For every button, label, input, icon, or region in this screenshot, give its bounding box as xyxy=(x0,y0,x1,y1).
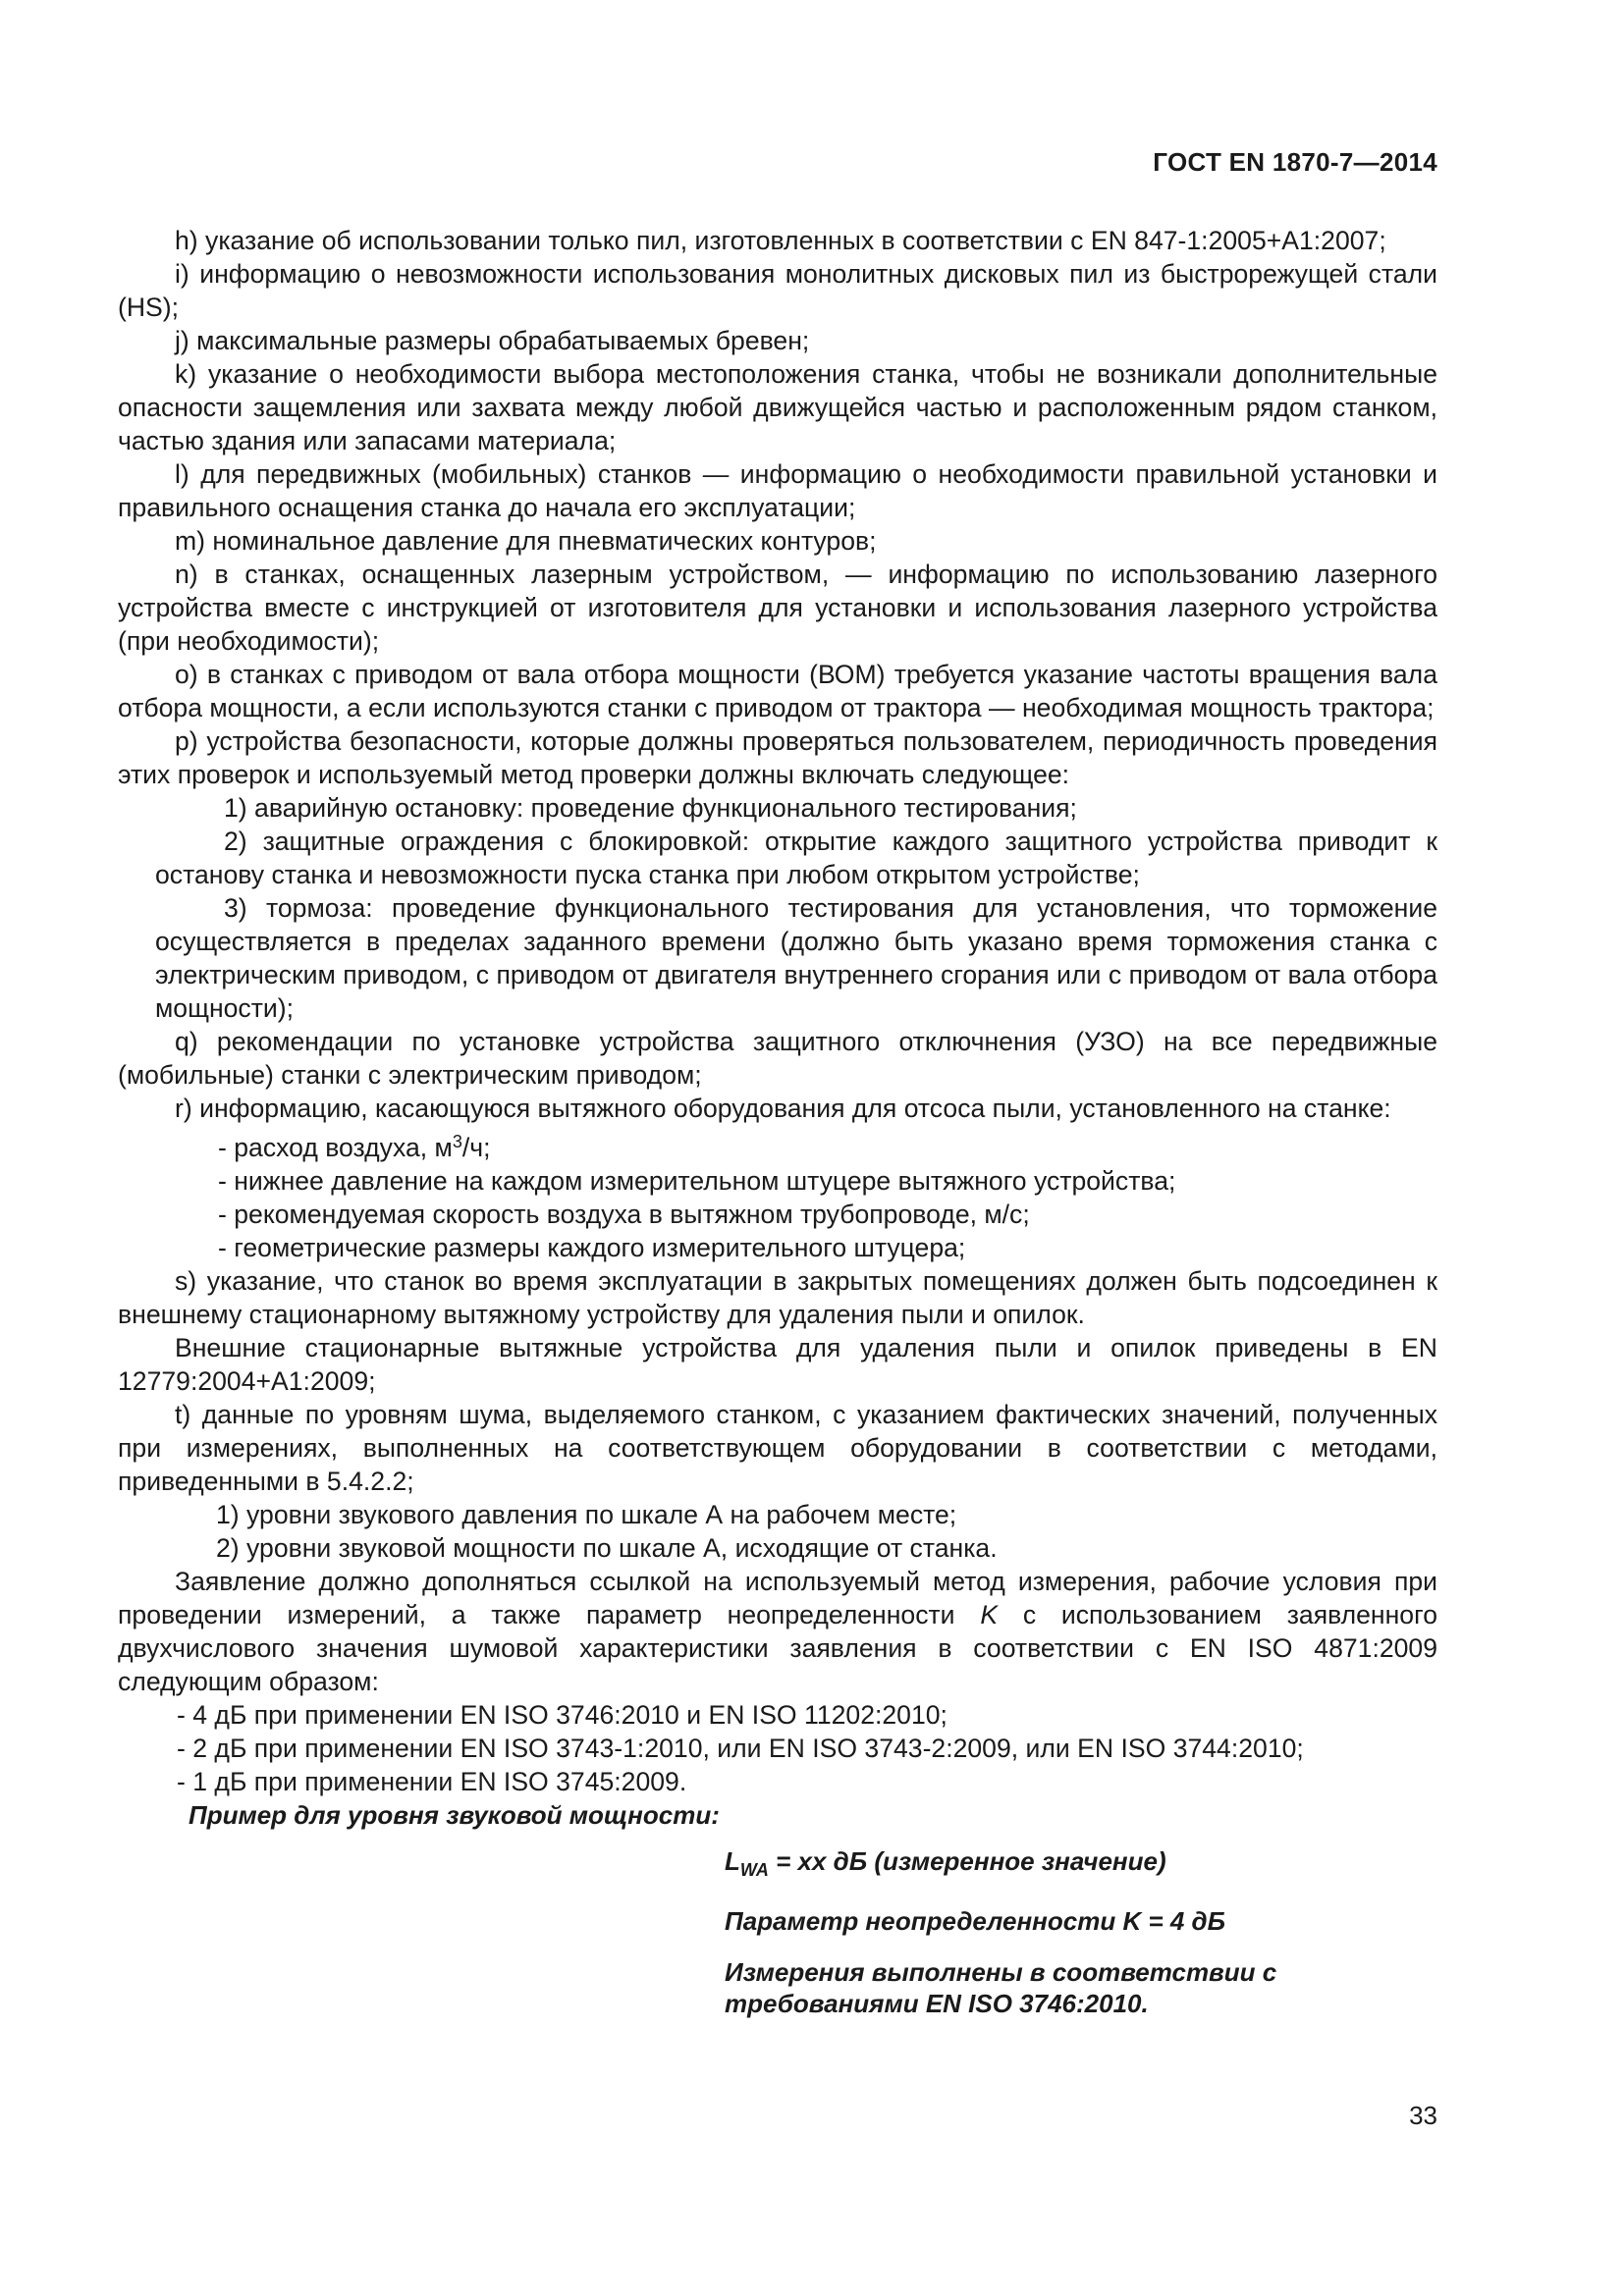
declaration-item-1: - 4 дБ при применении EN ISO 3746:2010 и EN ISO 11202:2010; xyxy=(177,1700,947,1730)
document-header: ГОСТ EN 1870-7—2014 xyxy=(1153,147,1437,177)
item-t: t) данные по уровням шума, выделяемого станком, с указанием фактических значений, полученных при измерениях, выполненных на соответствующем оборудовании в соответствии с методами, приведенными в 5.4.2.2; xyxy=(118,1400,1437,1496)
example-measured: Измерения выполнены в соответствии с требованиями EN ISO 3746:2010. xyxy=(725,1957,1277,2018)
item-s-note: Внешние стационарные вытяжные устройства для удаления пыли и опилок приведены в EN 12779:2004+А1:2009; xyxy=(118,1333,1437,1396)
item-r: r) информацию, касающуюся вытяжного оборудования для отсоса пыли, установленного на станке: xyxy=(175,1094,1391,1123)
document-body xyxy=(118,224,1437,2039)
item-h: h) указание об использовании только пил, изготовленных в соответствии с EN 847-1:2005+А1:2007; xyxy=(175,226,1386,255)
item-p-1: 1) аварийную остановку: проведение функционального тестирования; xyxy=(224,793,1077,823)
item-i: i) информацию о невозможности использования монолитных дисковых пил из быстрорежущей стали (HS); xyxy=(118,259,1437,322)
example-uncertainty: Параметр неопределенности K = 4 дБ xyxy=(725,1906,1226,1936)
item-q: q) рекомендации по установке устройства защитного отключнения (УЗО) на все передвижные (мобильные) станки с электрическим приводом; xyxy=(118,1027,1437,1090)
item-o: о) в станках с приводом от вала отбора мощности (ВОМ) требуется указание частоты вращения вала отбора мощности, а если используются станки с приводом от трактора — необходимая мощность трактора; xyxy=(118,660,1437,722)
item-r-3: - рекомендуемая скорость воздуха в вытяжном трубопроводе, м/с; xyxy=(218,1200,1030,1229)
item-t-1: 1) уровни звукового давления по шкале А на рабочем месте; xyxy=(216,1500,957,1529)
declaration-item-2: - 2 дБ при применении EN ISO 3743-1:2010, или EN ISO 3743-2:2009, или EN ISO 3744:2010; xyxy=(177,1734,1304,1763)
page-number: 33 xyxy=(1409,2101,1437,2130)
declaration-paragraph: Заявление должно дополняться ссылкой на используемый метод измерения, рабочие условия при проведении измерений, а также параметр неопределенности K с использованием заявленного двухчислового значения шумовой характеристики заявления в соответствии с EN ISO 4871:2009 следующим образом: xyxy=(118,1567,1437,1696)
example-title: Пример для уровня звуковой мощности: xyxy=(189,1800,720,1830)
item-r-4: - геометрические размеры каждого измерительного штуцера; xyxy=(218,1233,966,1262)
item-k: k) указание о необходимости выбора местоположения станка, чтобы не возникали дополнительные опасности защемления или захвата между любой движущейся частью и расположенным рядом станком, частью здания или запасами материала; xyxy=(118,359,1437,455)
item-m: m) номинальное давление для пневматических контуров; xyxy=(175,526,877,556)
item-j: j) максимальные размеры обрабатываемых бревен; xyxy=(175,326,810,355)
example-lwa-line: $L_{WA}$ = хх дБ (измеренное значение) xyxy=(725,1846,1166,1880)
item-n: n) в станках, оснащенных лазерным устройством, — информацию по использованию лазерного устройства вместе с инструкцией от изготовителя для установки и использования лазерного устройства (при необходимости); xyxy=(118,560,1437,656)
item-p: р) устройства безопасности, которые должны проверяться пользователем, периодичность проведения этих проверок и используемый метод проверки должны включать следующее: xyxy=(118,726,1437,789)
item-t-2: 2) уровни звуковой мощности по шкале А, исходящие от станка. xyxy=(216,1533,998,1563)
item-r-1: - расход воздуха, $м^3/ч$; xyxy=(218,1132,491,1162)
item-r-2: - нижнее давление на каждом измерительном штуцере вытяжного устройства; xyxy=(218,1166,1176,1196)
item-l: l) для передвижных (мобильных) станков — информацию о необходимости правильной установки и правильного оснащения станка до начала его эксплуатации; xyxy=(118,459,1437,522)
item-p-2: 2) защитные ограждения с блокировкой: открытие каждого защитного устройства приводит к останову станка и невозможности пуска станка при любом открытом устройстве; xyxy=(155,827,1437,889)
item-p-3: 3) тормоза: проведение функционального тестирования для установления, что торможение осуществляется в пределах заданного времени (должно быть указано время торможения станка с электрическим приводом, с приводом от двигателя внутреннего сгорания или с приводом от вала отбора мощности); xyxy=(155,893,1437,1023)
example-block xyxy=(725,1845,1437,2019)
declaration-item-3: - 1 дБ при применении EN ISO 3745:2009. xyxy=(177,1767,687,1796)
item-s: s) указание, что станок во время эксплуатации в закрытых помещениях должен быть подсоединен к внешнему стационарному вытяжному устройству для удаления пыли и опилок. xyxy=(118,1266,1437,1329)
